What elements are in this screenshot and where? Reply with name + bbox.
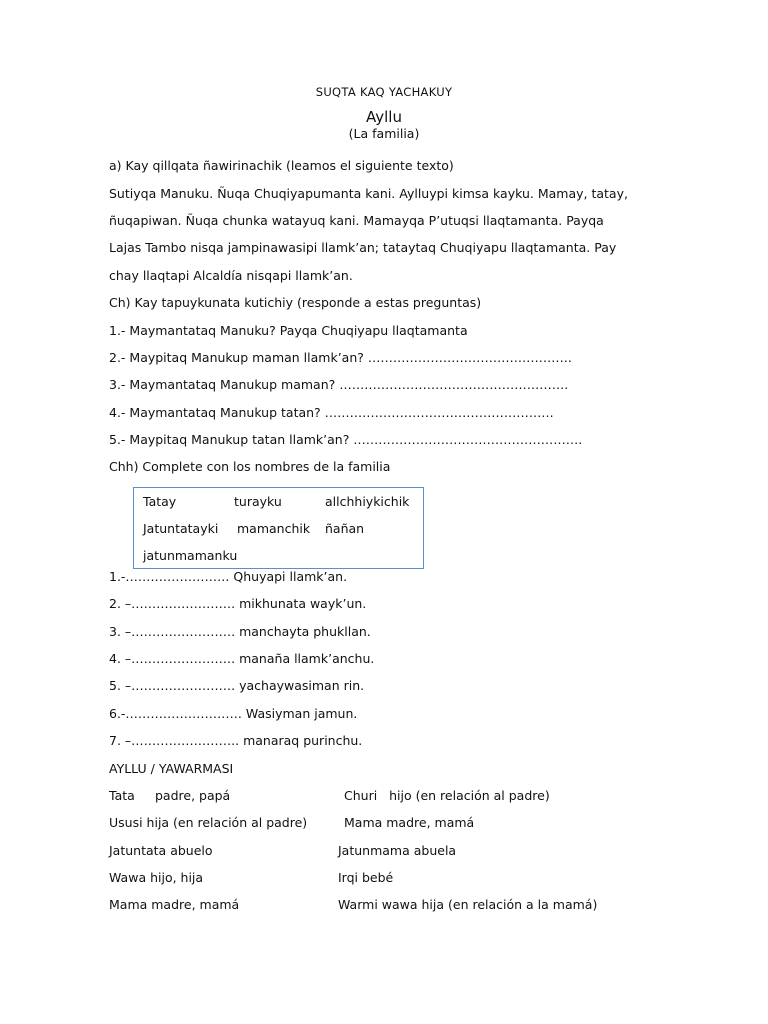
reading-text-line: Lajas Tambo nisqa jampinawasipi llamk’an; tataytaq Chuqiyapu llaqtamanta. Pay xyxy=(109,240,617,255)
fill-in-line: 3. –……………………. manchayta phukllan. xyxy=(109,624,371,639)
word-bank-word: jatunmamanku xyxy=(143,548,238,563)
section-chh-heading: Chh) Complete con los nombres de la familia xyxy=(109,459,391,474)
word-bank-word: Tatay xyxy=(143,494,177,509)
section-ch-heading: Ch) Kay tapuykunata kutichiy (responde a estas preguntas) xyxy=(109,295,482,310)
question-line: 4.- Maymantataq Manukup tatan? ………………………………………………. xyxy=(109,405,554,420)
word-bank-word: turayku xyxy=(234,494,282,509)
question-line: 5.- Maypitaq Manukup tatan llamk’an? ………………………………………………. xyxy=(109,432,583,447)
vocab-entry: Jatuntata abuelo xyxy=(109,843,213,858)
vocab-entry: Mama madre, mamá xyxy=(344,815,475,830)
word-bank-word: mamanchik xyxy=(237,521,311,536)
fill-in-line: 4. –……………………. manaña llamk’anchu. xyxy=(109,651,375,666)
question-line: 3.- Maymantataq Manukup maman? ………………………………………………. xyxy=(109,377,569,392)
vocab-entry: Irqi bebé xyxy=(338,870,394,885)
question-line: 2.- Maypitaq Manukup maman llamk’an? …………………………………………. xyxy=(109,350,572,365)
fill-in-line: 2. –……………………. mikhunata wayk’un. xyxy=(109,596,367,611)
fill-in-line: 5. –……………………. yachaywasiman rin. xyxy=(109,678,365,693)
reading-text-line: chay llaqtapi Alcaldía nisqapi llamk’an. xyxy=(109,268,353,283)
vocab-entry: Jatunmama abuela xyxy=(338,843,457,858)
word-bank-word: ñañan xyxy=(325,521,365,536)
word-bank-word: Jatuntatayki xyxy=(143,521,219,536)
word-bank-box xyxy=(133,487,424,569)
reading-text-line: Sutiyqa Manuku. Ñuqa Chuqiyapumanta kani. Aylluypi kimsa kayku. Mamay, tatay, xyxy=(109,186,628,201)
vocab-entry: Mama madre, mamá xyxy=(109,897,240,912)
page-subtitle: Ayllu xyxy=(366,108,402,126)
fill-in-line: 1.-……………………. Qhuyapi llamk’an. xyxy=(109,569,348,584)
vocab-term: Tata xyxy=(109,788,135,803)
vocabulary-heading: AYLLU / YAWARMASI xyxy=(109,761,234,776)
section-a-heading: a) Kay qillqata ñawirinachik (leamos el siguiente texto) xyxy=(109,158,454,173)
vocab-entry: Warmi wawa hija (en relación a la mamá) xyxy=(338,897,598,912)
vocab-entry: Wawa hijo, hija xyxy=(109,870,204,885)
fill-in-line: 6.-………………………. Wasiyman jamun. xyxy=(109,706,358,721)
vocab-entry: Churi hijo (en relación al padre) xyxy=(344,788,550,803)
word-bank-word: allchhiykichik xyxy=(325,494,410,509)
page-subtitle-translation: (La familia) xyxy=(348,126,420,141)
question-line: 1.- Maymantataq Manuku? Payqa Chuqiyapu llaqtamanta xyxy=(109,323,468,338)
reading-text-line: ñuqapiwan. Ñuqa chunka watayuq kani. Mamayqa P’utuqsi llaqtamanta. Payqa xyxy=(109,213,604,228)
page-title: SUQTA KAQ YACHAKUY xyxy=(315,85,453,99)
vocab-entry: Ususi hija (en relación al padre) xyxy=(109,815,308,830)
fill-in-line: 7. –…………………….. manaraq purinchu. xyxy=(109,733,363,748)
vocab-meaning: padre, papá xyxy=(155,788,231,803)
